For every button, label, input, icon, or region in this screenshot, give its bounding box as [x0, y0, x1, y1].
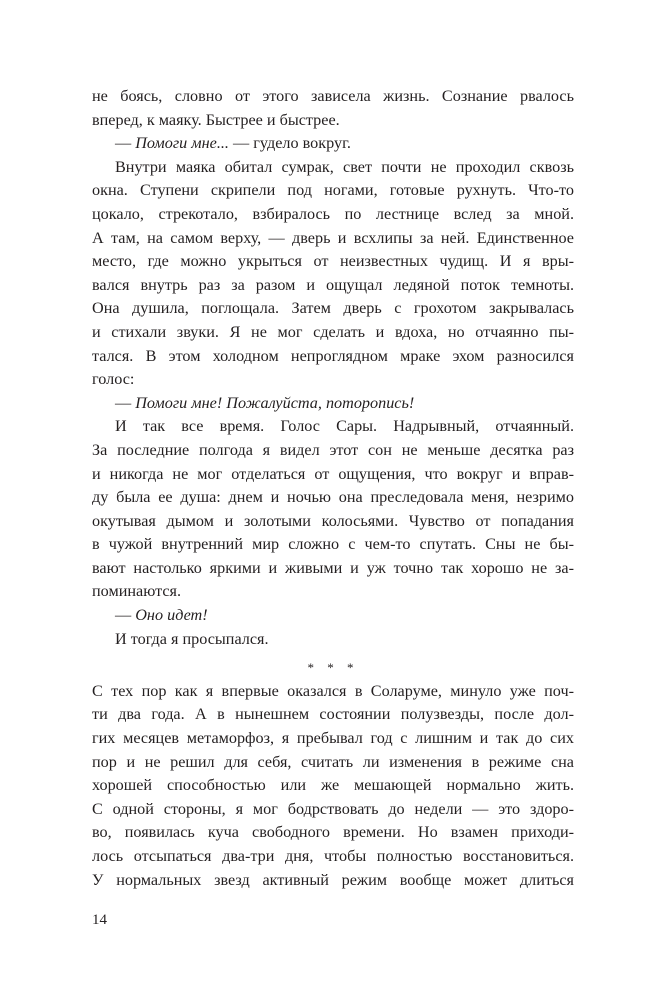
text-segment: окутывая дымом и золотыми колосьями. Чувство от попадания: [92, 511, 574, 530]
text-line: [92, 250, 574, 274]
text-segment: И тогда я просыпался.: [115, 629, 269, 648]
text-segment: С одной стороны, я мог бодрствовать до недели — это здоро-: [92, 799, 574, 818]
text-line: [92, 798, 574, 822]
text-segment: Внутри маяка обитал сумрак, свет почти не проходил сквозь: [115, 157, 574, 176]
text-segment: пор и не решил для себя, считать ли изменения в режиме сна: [92, 752, 574, 771]
text-segment: вался внутрь раз за разом и ощущал ледяной поток темноты.: [92, 275, 574, 294]
text-line: [92, 486, 574, 510]
text-line: [92, 179, 574, 203]
text-segment: —: [115, 134, 136, 153]
text-line: [92, 109, 574, 133]
text-line: [92, 156, 574, 180]
text-segment: тался. В этом холодном непроглядном мраке эхом разносился: [92, 346, 574, 365]
text-line: [92, 628, 574, 652]
text-segment: С тех пор как я впервые оказался в Соларуме, минуло уже поч-: [92, 681, 574, 700]
text-segment: поминаются.: [92, 582, 182, 601]
text-section-after-break: [92, 680, 574, 892]
text-line: [92, 604, 574, 628]
book-page-text: [92, 85, 574, 892]
text-line: [92, 439, 574, 463]
text-line: [92, 132, 574, 156]
text-line: [92, 510, 574, 534]
text-line: [92, 463, 574, 487]
text-segment: И так все время. Голос Сары. Надрывный, отчаянный.: [115, 417, 574, 436]
text-segment: цокало, стрекотало, взбиралось по лестнице вслед за мной.: [92, 204, 574, 223]
text-segment: — гудело вокруг.: [228, 134, 351, 153]
text-line: [92, 297, 574, 321]
text-line: [92, 580, 574, 604]
text-section-before-break: [92, 85, 574, 651]
text-line: [92, 203, 574, 227]
text-segment: не боясь, словно от этого зависела жизнь. Сознание рвалось: [92, 87, 574, 105]
section-break-asterisks: * * *: [307, 660, 359, 676]
text-line: [92, 85, 574, 109]
text-line: [92, 415, 574, 439]
page-number: 14: [92, 912, 107, 928]
text-segment: —: [115, 606, 136, 625]
text-segment: окна. Ступени скрипели под ногами, готовые рухнуть. Что-то: [92, 181, 574, 200]
text-segment: У нормальных звезд активный режим вообще может длиться: [92, 870, 574, 889]
text-segment: голос:: [92, 370, 135, 389]
text-line: [92, 869, 574, 893]
text-line: [92, 533, 574, 557]
text-segment: За последние полгода я видел этот сон не меньше десятка раз: [92, 440, 574, 459]
text-line: [92, 345, 574, 369]
text-line: [92, 845, 574, 869]
italic-speech: Оно идет!: [135, 606, 208, 625]
text-line: [92, 703, 574, 727]
text-segment: вают настолько яркими и живыми и уж точно так хорошо не за-: [92, 558, 574, 577]
text-line: [92, 368, 574, 392]
text-line: [92, 227, 574, 251]
text-line: [92, 821, 574, 845]
text-line: [92, 557, 574, 581]
text-segment: лось отсыпаться два-три дня, чтобы полностью восстановиться.: [92, 847, 574, 865]
text-segment: и стихали звуки. Я не мог сделать и вдоха, но отчаянно пы-: [92, 322, 574, 341]
text-segment: ти два года. А в нынешнем состоянии полузвезды, после дол-: [92, 705, 574, 724]
text-segment: А там, на самом верху, — дверь и всхлипы за ней. Единственное: [92, 228, 574, 247]
text-line: [92, 274, 574, 298]
text-line: [92, 751, 574, 775]
text-segment: хорошей способностью или же мешающей нормально жить.: [92, 776, 574, 795]
text-segment: во, появилась куча свободного времени. Но взамен приходи-: [92, 823, 574, 842]
text-segment: место, где можно укрыться от неизвестных чудищ. И я вры-: [92, 252, 574, 271]
text-line: [92, 321, 574, 345]
text-segment: —: [115, 393, 136, 412]
text-segment: гих месяцев метаморфоз, я пребывал год с лишним и так до сих: [92, 729, 574, 748]
text-line: [92, 392, 574, 416]
text-line: [92, 774, 574, 798]
italic-speech: Помоги мне...: [135, 134, 229, 153]
text-segment: ду была ее душа: днем и ночью она преследовала меня, незримо: [92, 488, 574, 507]
text-line: [92, 727, 574, 751]
text-segment: в чужой внутренний мир сложно с чем-то спутать. Сны не бы-: [92, 535, 574, 554]
text-segment: вперед, к маяку. Быстрее и быстрее.: [92, 110, 340, 129]
text-segment: Она душила, поглощала. Затем дверь с грохотом закрывалась: [92, 299, 574, 318]
text-line: [92, 680, 574, 704]
text-segment: и никогда не мог отделаться от ощущения, что вокруг и вправ-: [92, 464, 574, 483]
italic-speech: Помоги мне! Пожалуйста, поторопись!: [135, 393, 415, 412]
